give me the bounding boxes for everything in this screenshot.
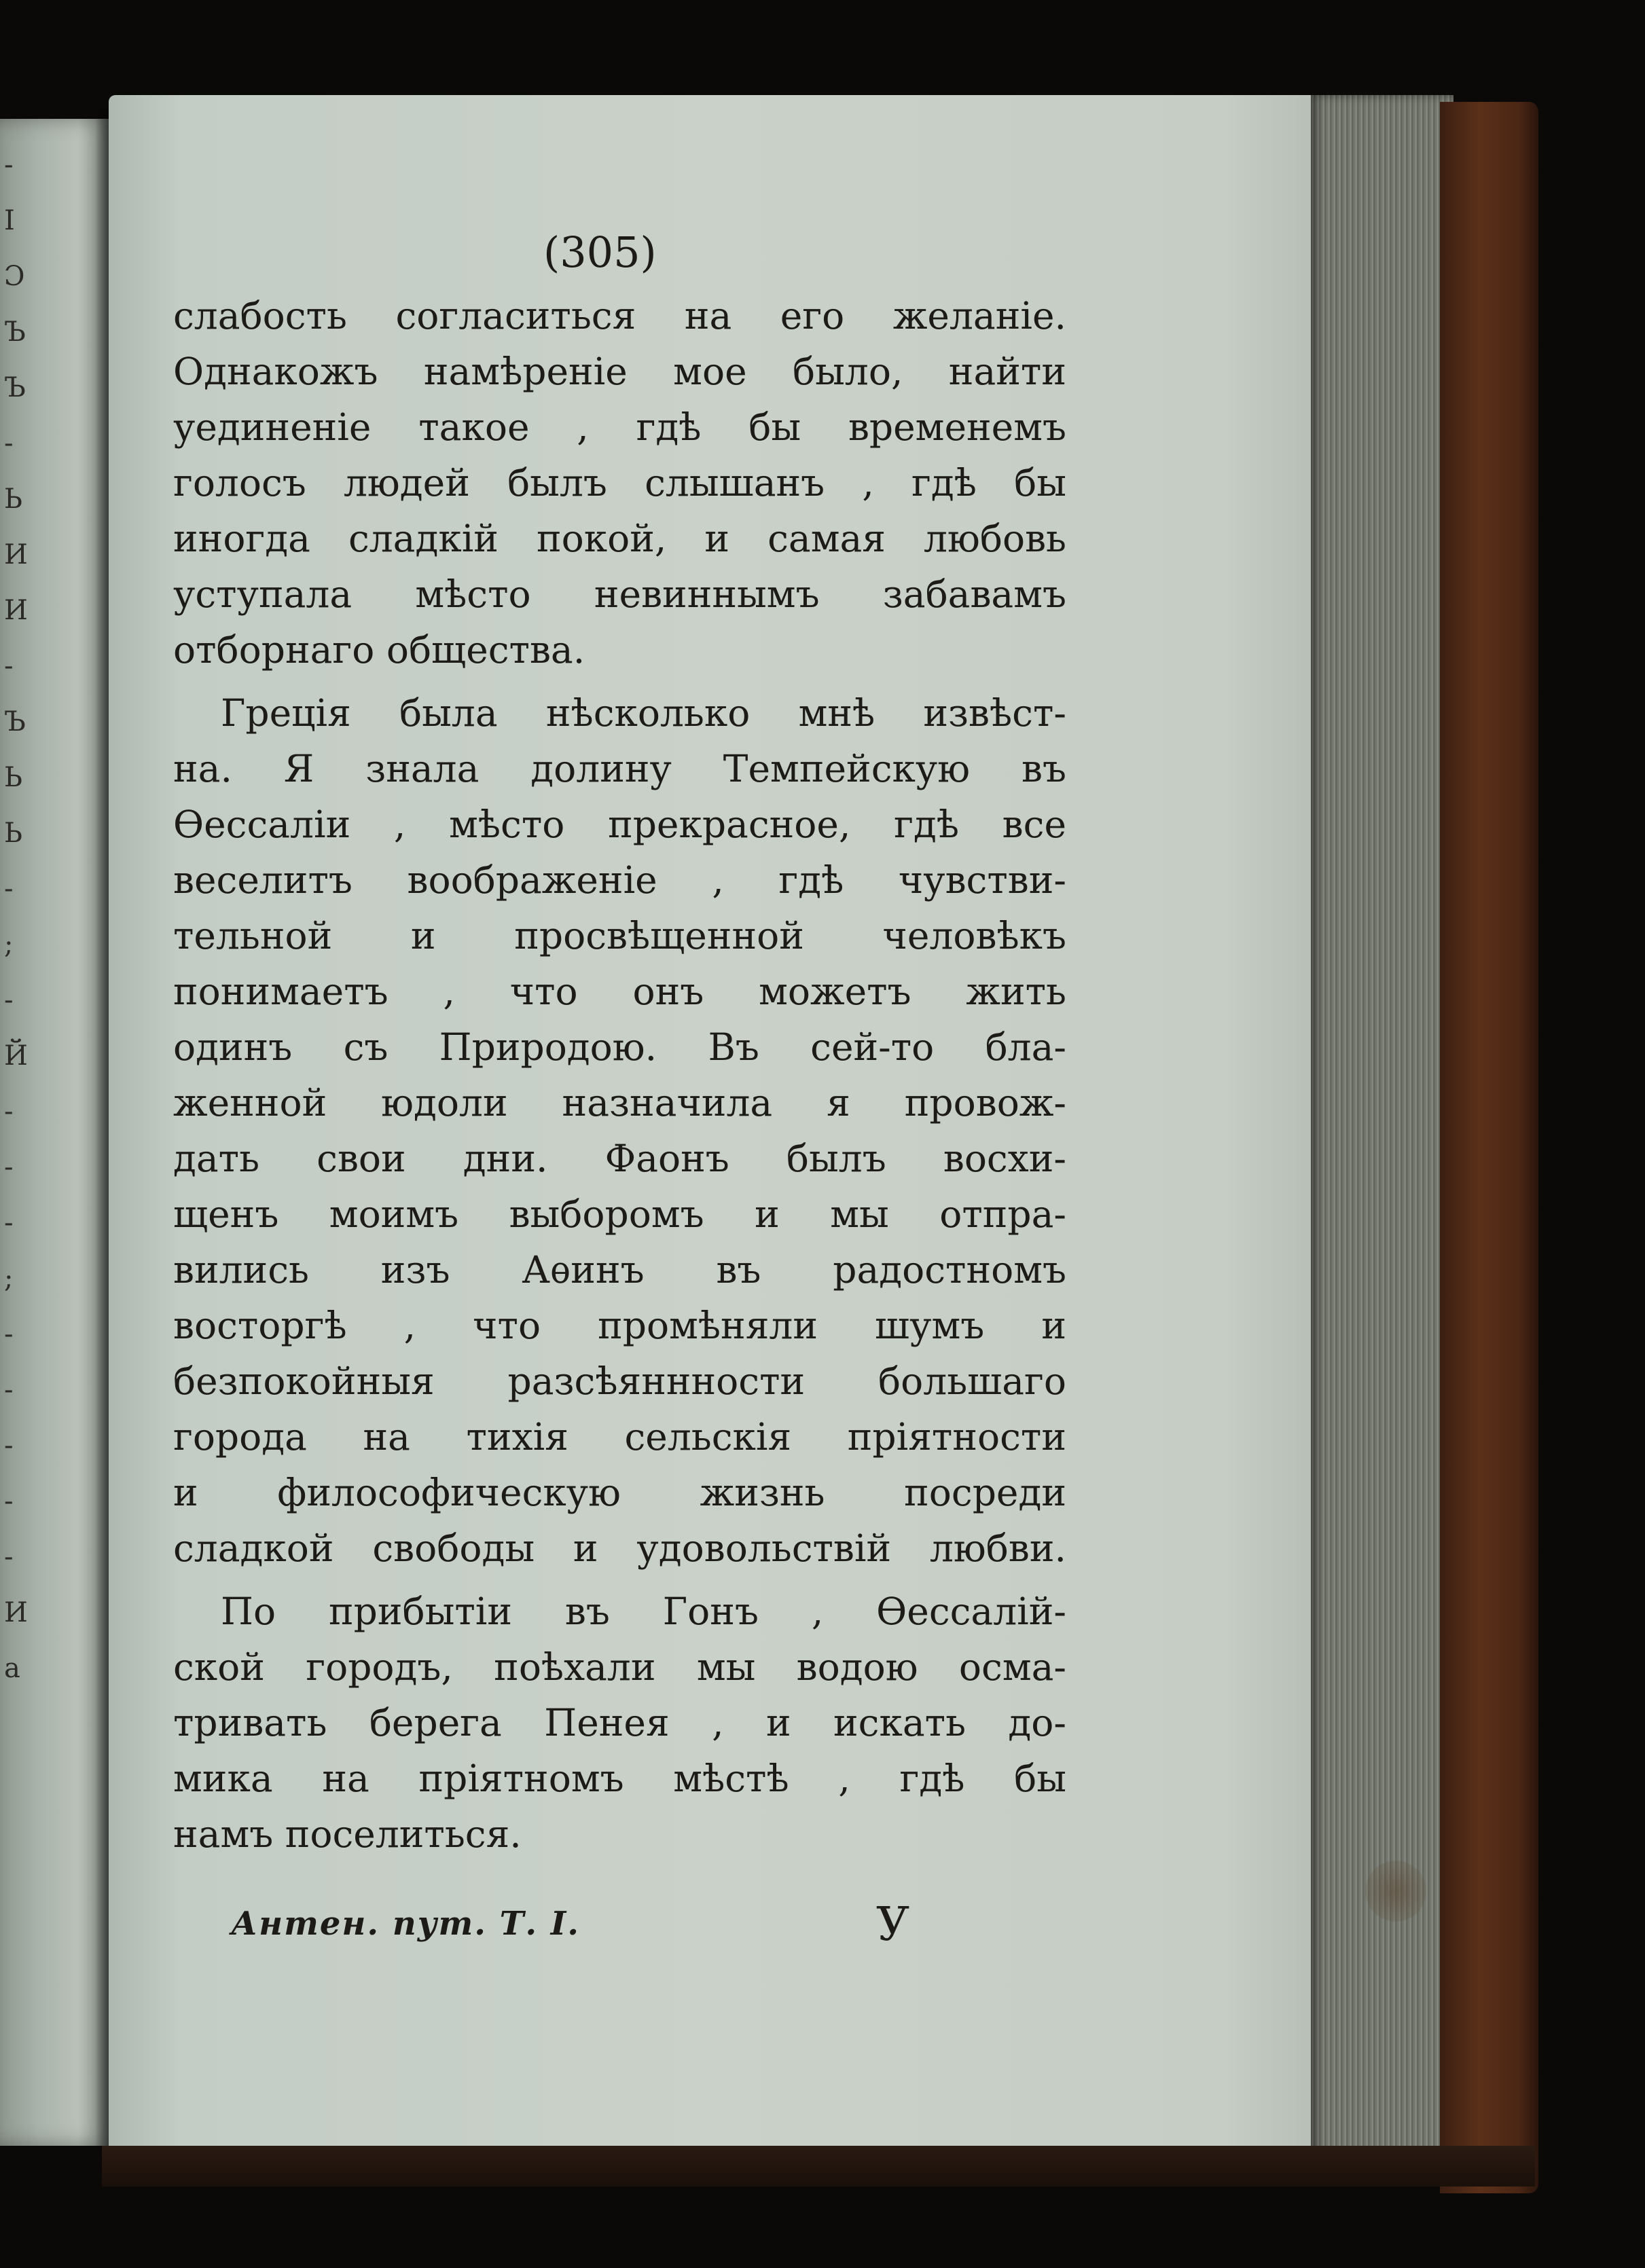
margin-char: ;	[4, 929, 14, 960]
text-line: Ѳессаліи , мѣсто прекрасное, гдѣ все	[173, 803, 1066, 846]
text-line: ской городъ, поѣхали мы водою осма-	[173, 1645, 1066, 1689]
margin-char: И	[4, 539, 28, 570]
page-number: (305)	[543, 227, 657, 277]
text-line: намъ поселиться.	[173, 1812, 522, 1856]
margin-char: Ь	[4, 762, 22, 793]
text-line: тривать берега Пенея , и искать до-	[173, 1701, 1066, 1744]
margin-char: Ɔ	[4, 261, 25, 292]
margin-char: ;	[4, 1263, 14, 1294]
margin-char: И	[4, 1597, 28, 1628]
text-line: отборнаго общества.	[173, 628, 585, 672]
margin-char: Ъ	[4, 372, 26, 403]
margin-char: -	[4, 985, 14, 1016]
margin-char: Ъ	[4, 316, 26, 348]
page-stain	[1365, 1861, 1426, 1922]
margin-char: И	[4, 595, 28, 626]
text-line: города на тихія сельскія пріятности	[173, 1415, 1066, 1459]
margin-char: Ь	[4, 818, 22, 849]
text-line: сладкой свободы и удовольствій любви.	[173, 1526, 1066, 1570]
text-line: слабость согласиться на его желаніе.	[173, 294, 1066, 337]
margin-char: -	[4, 1486, 14, 1517]
text-line: на. Я знала долину Темпейскую въ	[173, 747, 1066, 790]
text-line: тельной и просвѣщенной человѣкъ	[173, 914, 1066, 957]
text-line: уступала мѣсто невиннымъ забавамъ	[173, 572, 1066, 616]
text-line: безпокойныя разсѣяннности большаго	[173, 1359, 1066, 1403]
text-line: иногда сладкій покой, и самая любовь	[173, 517, 1066, 560]
text-line: и философическую жизнь посреди	[173, 1471, 1066, 1514]
margin-char: а	[4, 1653, 20, 1684]
margin-char: -	[4, 1207, 14, 1239]
text-line: понимаетъ , что онъ можетъ жить	[173, 970, 1066, 1013]
margin-char: -	[4, 1152, 14, 1183]
text-line: восторгѣ , что промѣняли шумъ и	[173, 1304, 1066, 1347]
text-line: одинъ съ Природою. Въ сей-то бла-	[173, 1025, 1066, 1069]
margin-char: Й	[4, 1040, 28, 1072]
text-line: дать свои дни. Фаонъ былъ восхи-	[173, 1137, 1066, 1180]
margin-char: -	[4, 1374, 14, 1406]
margin-char: -	[4, 651, 14, 682]
text-line: мика на пріятномъ мѣстѣ , гдѣ бы	[173, 1757, 1066, 1800]
bottom-cover-edge	[102, 2146, 1535, 2187]
leather-cover	[1440, 102, 1538, 2193]
footer-catchword: У	[876, 1898, 910, 1952]
text-line: Греція была нѣсколько мнѣ извѣст-	[221, 691, 1066, 735]
text-line: женной юдоли назначила я провож-	[173, 1081, 1066, 1124]
margin-char: I	[4, 205, 15, 236]
margin-char: -	[4, 1541, 14, 1573]
text-line: голосъ людей былъ слышанъ , гдѣ бы	[173, 461, 1066, 505]
margin-char: Ъ	[4, 706, 26, 737]
text-line: вились изъ Аѳинъ въ радостномъ	[173, 1248, 1066, 1292]
text-line: щенъ моимъ выборомъ и мы отпра-	[173, 1192, 1066, 1236]
text-line: По прибытіи въ Гонъ , Ѳессалій-	[221, 1590, 1066, 1633]
margin-char: -	[4, 1430, 14, 1461]
page-fore-edge	[1311, 95, 1453, 2166]
margin-char: -	[4, 1319, 14, 1350]
margin-char: -	[4, 873, 14, 904]
margin-char: -	[4, 1096, 14, 1127]
footer-signature-mark: Антен. пут. Т. I.	[231, 1905, 580, 1943]
text-line: Однакожъ намѣреніе мое было, найти	[173, 350, 1066, 393]
previous-page-margin-text	[0, 119, 28, 2146]
margin-char: Ь	[4, 483, 22, 515]
text-line: веселитъ воображеніе , гдѣ чувстви-	[173, 858, 1066, 902]
text-line: уединеніе такое , гдѣ бы временемъ	[173, 405, 1066, 449]
margin-char: -	[4, 149, 14, 181]
margin-char: -	[4, 428, 14, 459]
